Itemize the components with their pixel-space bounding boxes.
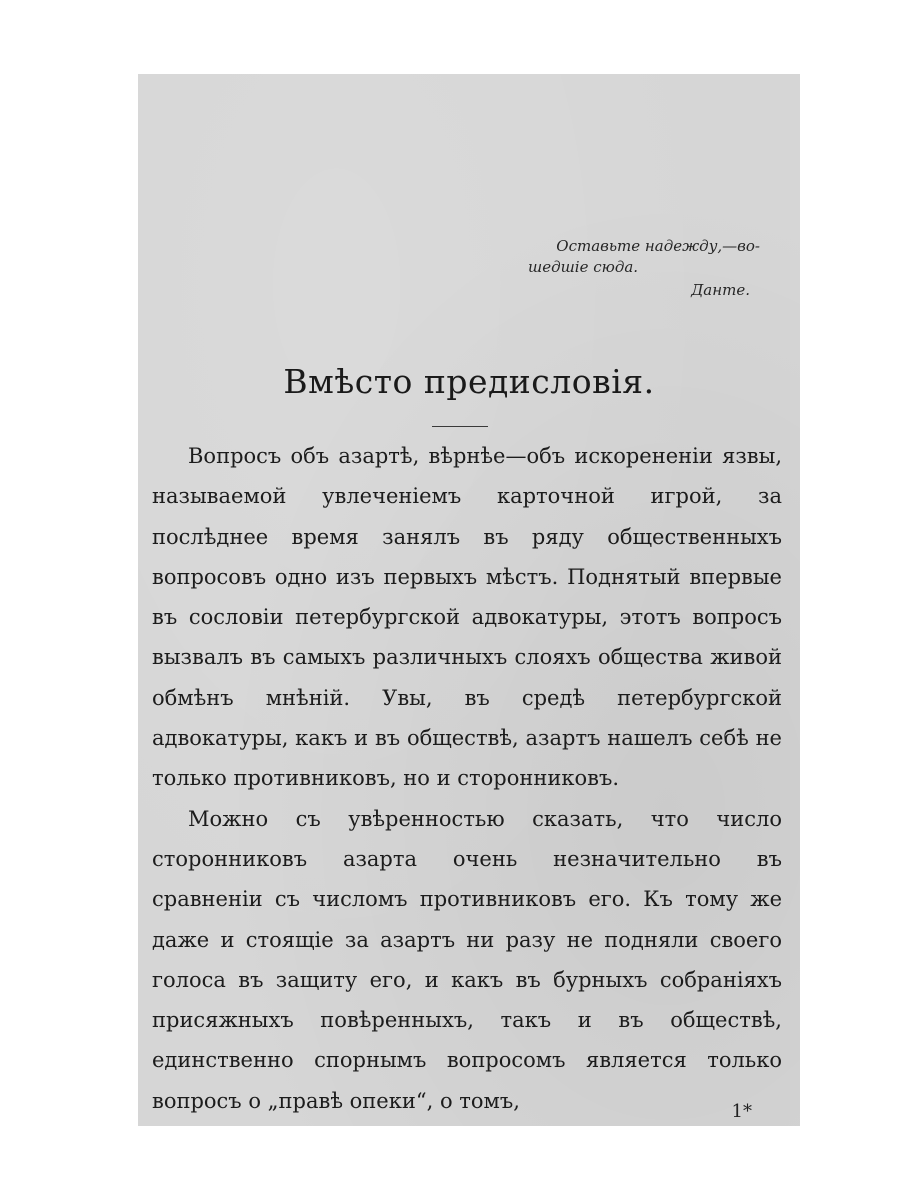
epigraph-line: Оставьте надежду,—во- [556, 237, 760, 255]
chapter-title: Вмѣсто предисловія. [283, 362, 655, 401]
epigraph-line: шедшіе сюда. [528, 258, 639, 276]
epigraph [500, 236, 760, 301]
page-number: 1* [731, 1101, 752, 1122]
title-divider [432, 426, 488, 427]
paragraph: Можно съ увѣренностью сказать, что число сторонниковъ азарта очень незначительно въ сравненіи съ числомъ противниковъ его. Къ тому же даже и стоящіе за азартъ ни разу не подняли своего голоса въ защиту его, и какъ въ бурныхъ собраніяхъ присяжныхъ повѣренныхъ, такъ и въ обществѣ, единственно спорнымъ вопросомъ является только вопросъ о „правѣ опеки“, о томъ, [152, 806, 782, 1113]
epigraph-author: Данте. [691, 281, 750, 299]
book-page [138, 74, 800, 1126]
paragraph: Вопросъ объ азартѣ, вѣрнѣе—объ искорененіи язвы, называемой увлеченіемъ карточной игрой, за послѣднее время занялъ въ ряду общественныхъ вопросовъ одно изъ первыхъ мѣстъ. Поднятый впервые въ сословіи петербургской адвокатуры, этотъ вопросъ вызвалъ въ самыхъ различныхъ слояхъ общества живой обмѣнъ мнѣній. Увы, въ средѣ петербургской адвокатуры, какъ и въ обществѣ, азартъ нашелъ себѣ не только противниковъ, но и сторонниковъ. [152, 444, 782, 791]
body-text [152, 436, 782, 1121]
